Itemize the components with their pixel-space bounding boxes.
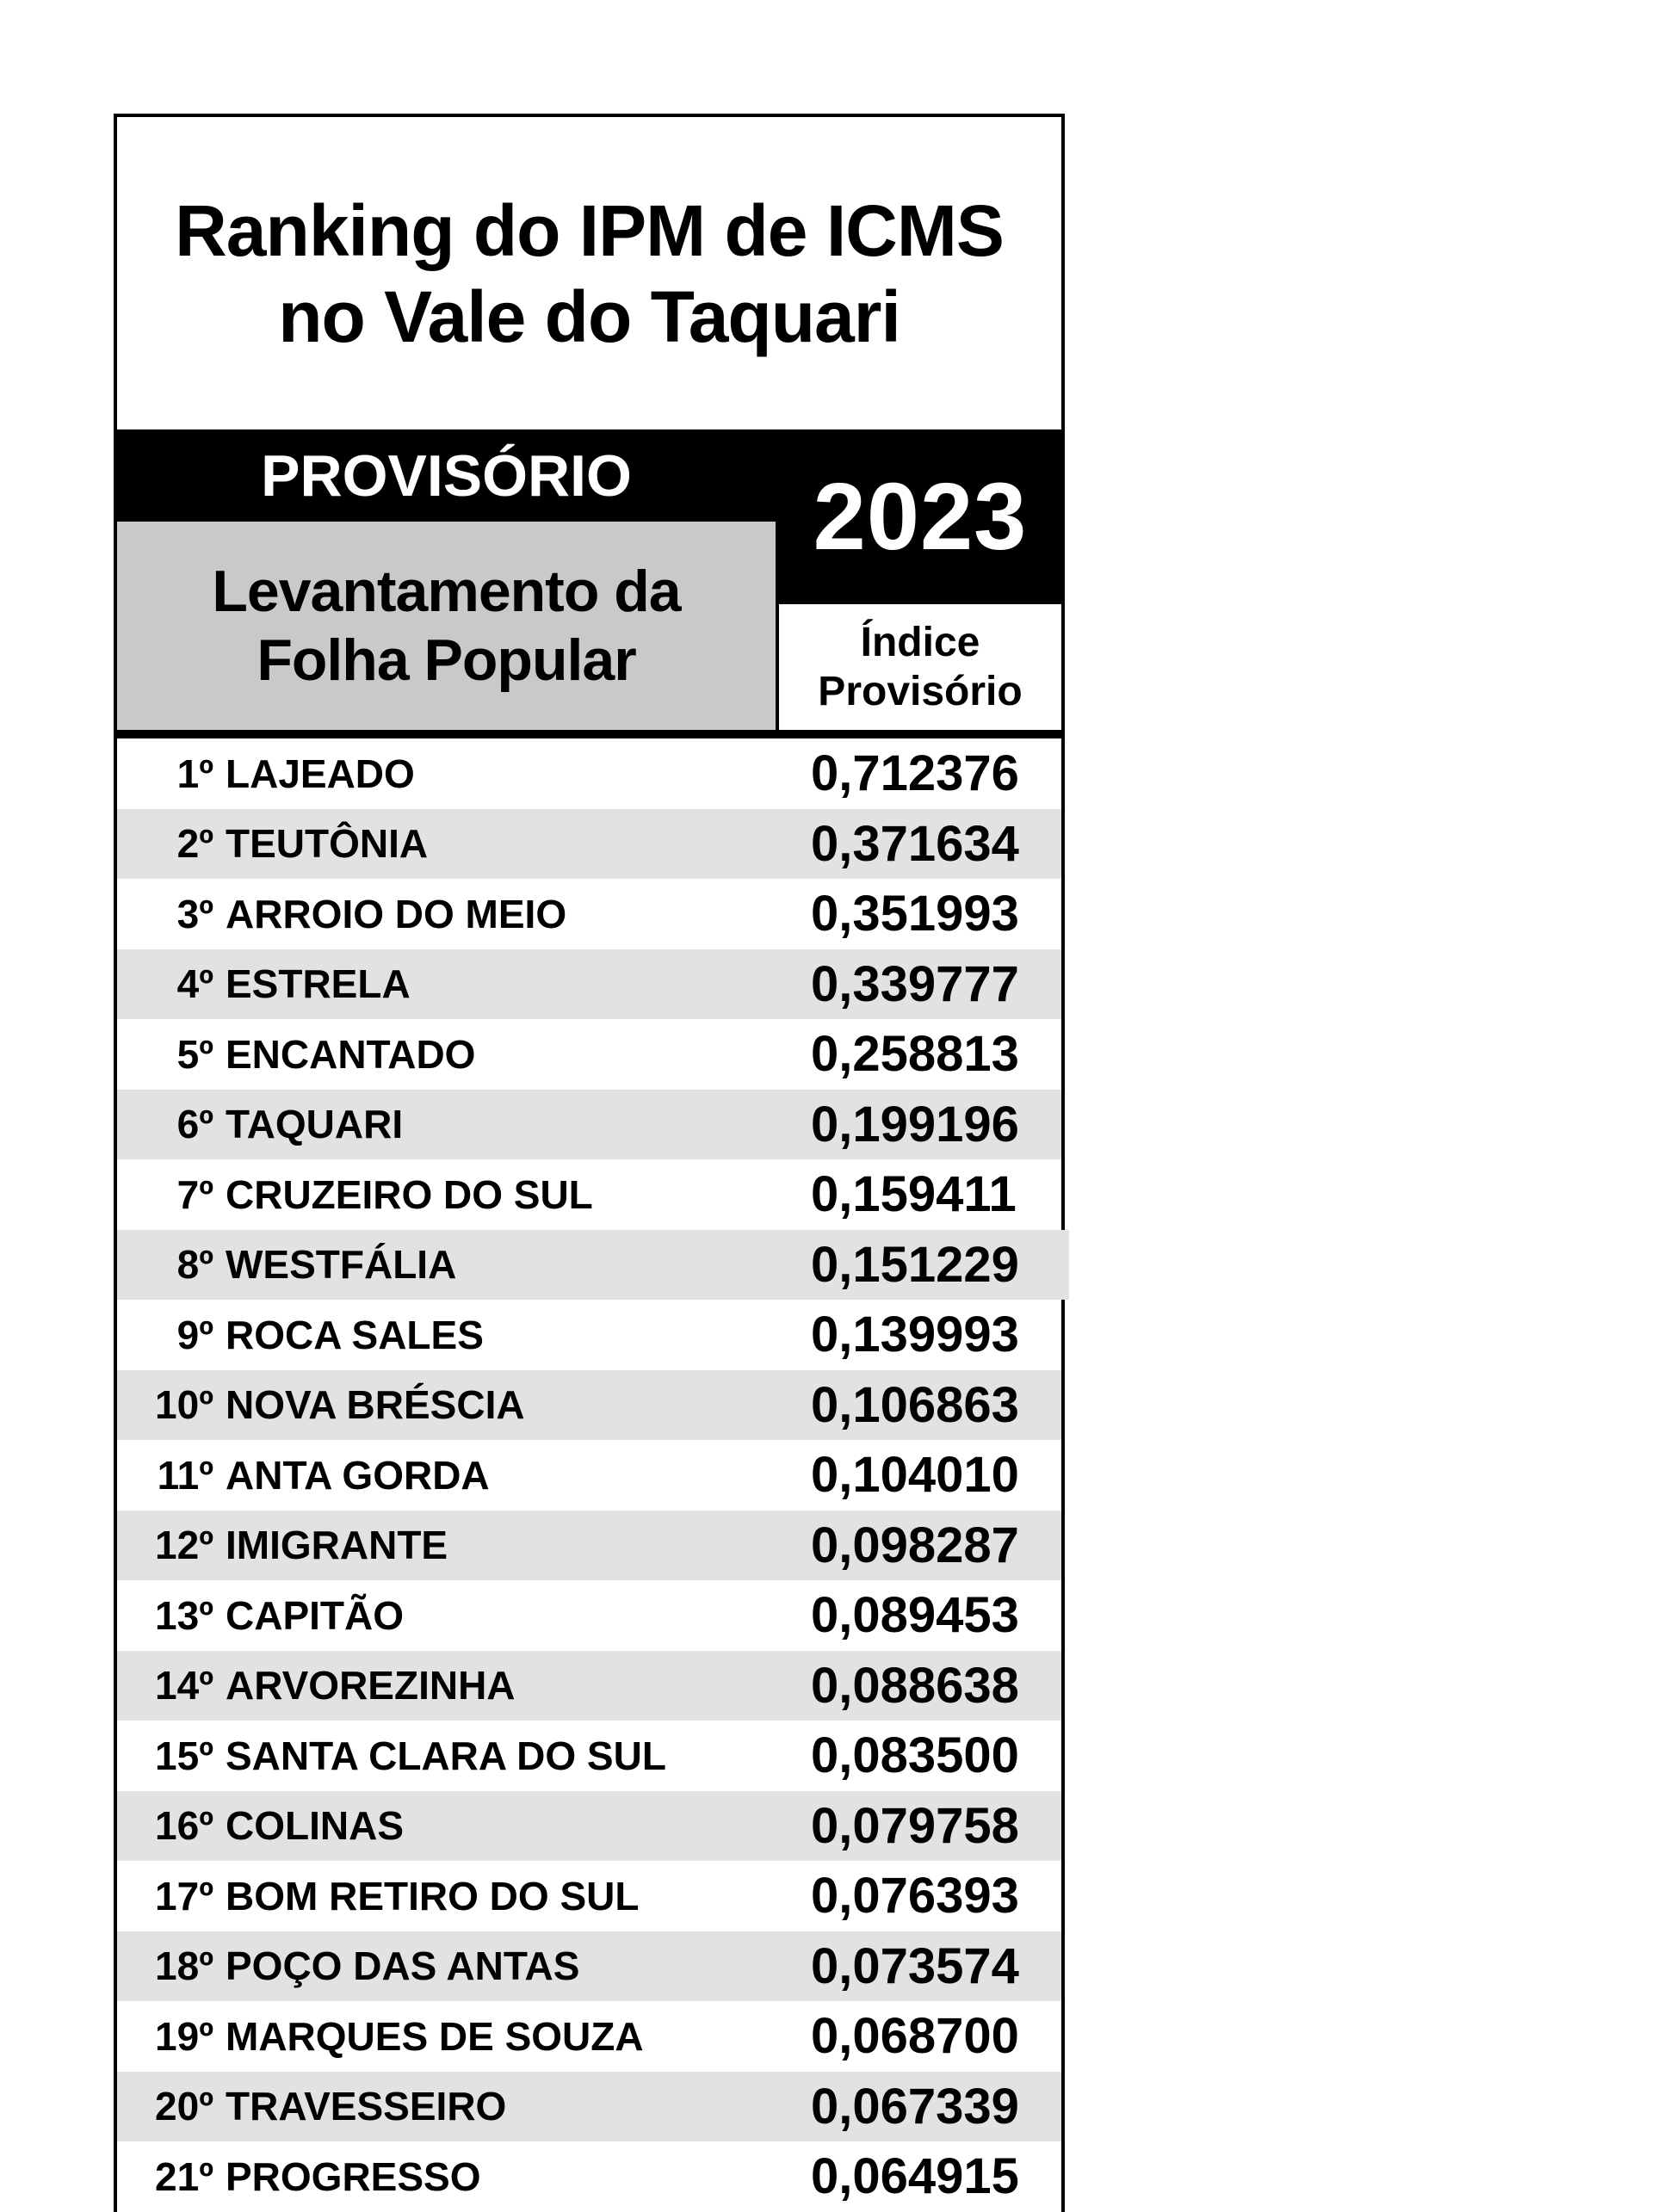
rank-label: 10º bbox=[155, 1382, 213, 1428]
index-value: 0,083500 bbox=[811, 1727, 1019, 1784]
municipality-name: WESTFÁLIA bbox=[226, 1242, 457, 1288]
index-value: 0,339777 bbox=[811, 955, 1019, 1012]
index-value: 0,104010 bbox=[811, 1447, 1019, 1504]
page-title bbox=[117, 117, 1061, 429]
source-label bbox=[117, 522, 776, 730]
municipality-name: ARROIO DO MEIO bbox=[226, 891, 567, 936]
rank-label: 15º bbox=[155, 1733, 213, 1778]
municipality-name: SANTA CLARA DO SUL bbox=[226, 1733, 666, 1778]
municipality-name: IMIGRANTE bbox=[226, 1523, 448, 1568]
rank-label: 1º bbox=[176, 751, 213, 796]
municipality-name: ESTRELA bbox=[226, 961, 411, 1007]
table-header bbox=[117, 429, 1061, 738]
index-value: 0,151229 bbox=[811, 1236, 1019, 1293]
table-row bbox=[117, 1230, 1069, 1301]
municipality-name: NOVA BRÉSCIA bbox=[226, 1382, 525, 1428]
rank-label: 6º bbox=[176, 1102, 213, 1147]
municipality-name: TRAVESSEIRO bbox=[226, 2084, 507, 2129]
index-value: 0,371634 bbox=[811, 815, 1019, 872]
rank-label: 7º bbox=[176, 1171, 213, 1217]
municipality-name: CRUZEIRO DO SUL bbox=[226, 1171, 593, 1217]
status-badge: PROVISÓRIO bbox=[261, 442, 632, 509]
page-title-line2: no Vale do Taquari bbox=[278, 275, 900, 357]
table-row bbox=[117, 809, 1061, 880]
municipality-name: PROGRESSO bbox=[226, 2153, 481, 2199]
rank-label: 17º bbox=[155, 1873, 213, 1919]
municipality-name: ROCA SALES bbox=[226, 1312, 484, 1357]
rank-label: 21º bbox=[155, 2153, 213, 2199]
municipality-name: LAJEADO bbox=[226, 751, 415, 796]
table-row bbox=[117, 1440, 1061, 1511]
rank-label: 12º bbox=[155, 1523, 213, 1568]
table-row bbox=[117, 1580, 1061, 1651]
table-row bbox=[117, 738, 1061, 809]
index-column-header-line2: Provisório bbox=[818, 669, 1023, 714]
rank-label: 8º bbox=[176, 1242, 213, 1288]
rank-label: 13º bbox=[155, 1592, 213, 1638]
index-value: 0,068700 bbox=[811, 2008, 1019, 2065]
rank-label: 4º bbox=[176, 961, 213, 1007]
table-row bbox=[117, 949, 1061, 1020]
table-row bbox=[117, 2072, 1061, 2142]
index-value: 0,199196 bbox=[811, 1096, 1019, 1152]
table-row bbox=[117, 1159, 1061, 1230]
index-value: 0,139993 bbox=[811, 1307, 1019, 1363]
table-row bbox=[117, 2001, 1061, 2072]
municipality-name: ANTA GORDA bbox=[226, 1452, 490, 1498]
table-row bbox=[117, 1300, 1061, 1370]
rank-label: 5º bbox=[176, 1031, 213, 1077]
municipality-name: BOM RETIRO DO SUL bbox=[226, 1873, 640, 1919]
table-row bbox=[117, 1931, 1061, 2002]
ranking-table bbox=[114, 114, 1065, 2212]
table-row bbox=[117, 1791, 1061, 1862]
rank-label: 20º bbox=[155, 2084, 213, 2129]
page-title-line1: Ranking do IPM de ICMS bbox=[175, 189, 1004, 271]
municipality-name: POÇO DAS ANTAS bbox=[226, 1943, 580, 1989]
table-row bbox=[117, 1511, 1061, 1581]
rank-label: 19º bbox=[155, 2013, 213, 2059]
rank-label: 9º bbox=[176, 1312, 213, 1357]
table-row bbox=[117, 2141, 1061, 2212]
index-column-header-line1: Índice bbox=[860, 620, 980, 665]
rank-label: 14º bbox=[155, 1663, 213, 1708]
municipality-name: ENCANTADO bbox=[226, 1031, 476, 1077]
index-value: 0,076393 bbox=[811, 1868, 1019, 1925]
table-row bbox=[117, 879, 1061, 949]
year-label: 2023 bbox=[779, 429, 1061, 604]
table-row bbox=[117, 1370, 1061, 1441]
ranking-rows bbox=[117, 738, 1061, 2212]
index-value: 0,067339 bbox=[811, 2078, 1019, 2135]
index-value: 0,064915 bbox=[811, 2148, 1019, 2205]
index-value: 0,073574 bbox=[811, 1937, 1019, 1994]
index-column-header bbox=[779, 604, 1061, 730]
municipality-name: TEUTÔNIA bbox=[226, 821, 429, 867]
table-row bbox=[117, 1861, 1061, 1931]
table-row bbox=[117, 1651, 1061, 1721]
municipality-name: MARQUES DE SOUZA bbox=[226, 2013, 644, 2059]
index-value: 0,712376 bbox=[811, 745, 1019, 802]
rank-label: 2º bbox=[176, 821, 213, 867]
table-row bbox=[117, 1019, 1061, 1090]
index-value: 0,106863 bbox=[811, 1376, 1019, 1433]
municipality-name: TAQUARI bbox=[226, 1102, 404, 1147]
index-value: 0,258813 bbox=[811, 1026, 1019, 1083]
source-label-line1: Levantamento da bbox=[212, 559, 681, 624]
index-value: 0,079758 bbox=[811, 1797, 1019, 1854]
index-value: 0,098287 bbox=[811, 1517, 1019, 1573]
table-row bbox=[117, 1721, 1061, 1791]
rank-label: 16º bbox=[155, 1803, 213, 1849]
municipality-name: COLINAS bbox=[226, 1803, 404, 1849]
rank-label: 11º bbox=[157, 1452, 213, 1498]
rank-label: 3º bbox=[176, 891, 213, 936]
index-value: 0,088638 bbox=[811, 1657, 1019, 1714]
rank-label: 18º bbox=[155, 1943, 213, 1989]
municipality-name: ARVOREZINHA bbox=[226, 1663, 516, 1708]
index-value: 0,159411 bbox=[811, 1166, 1017, 1223]
table-row bbox=[117, 1090, 1061, 1160]
column-divider bbox=[776, 429, 779, 730]
index-value: 0,089453 bbox=[811, 1587, 1019, 1644]
index-value: 0,351993 bbox=[811, 886, 1019, 942]
source-label-line2: Folha Popular bbox=[257, 627, 636, 693]
municipality-name: CAPITÃO bbox=[226, 1592, 404, 1638]
